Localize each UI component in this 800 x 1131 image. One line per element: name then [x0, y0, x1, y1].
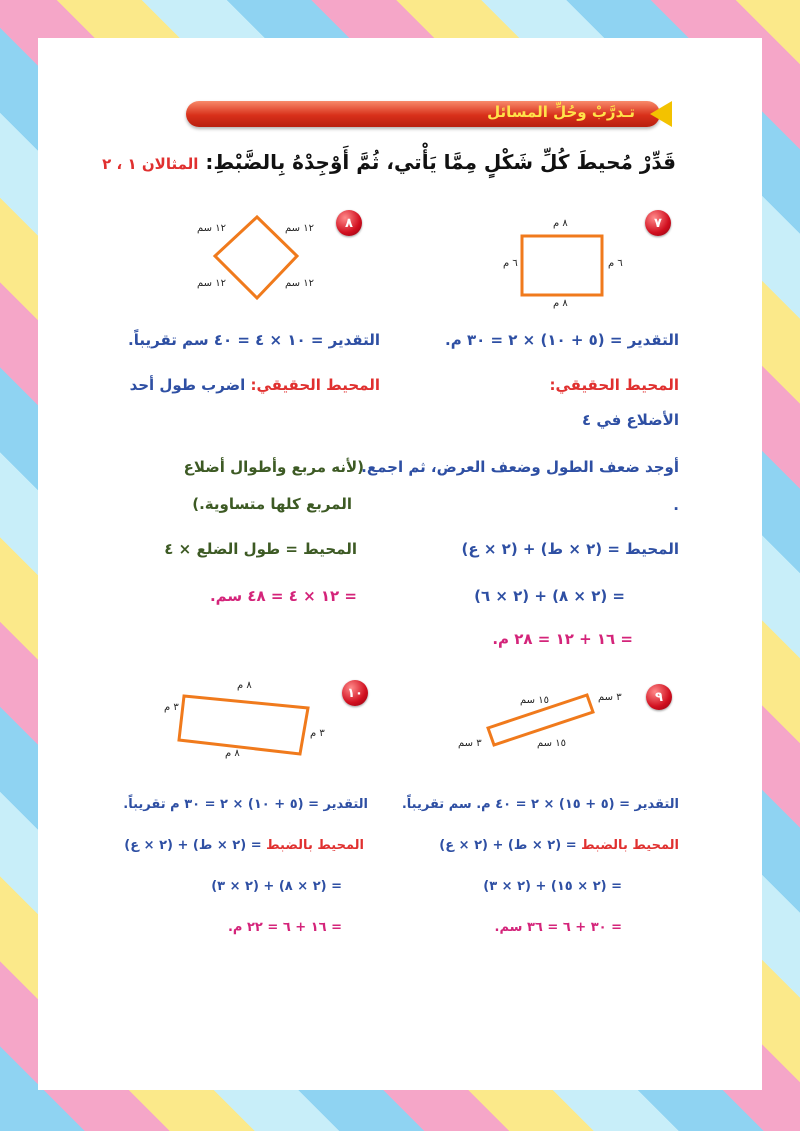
p7-dot: . [673, 496, 679, 514]
p9-label-bottom: ١٥ سم [537, 738, 566, 749]
p7-label-top: ٨ م [553, 218, 568, 229]
p8-line-1: المحيط = طول الضلع × ٤ [164, 540, 357, 558]
p10-line-3: = ١٦ + ٦ = ٢٢ م. [227, 920, 342, 935]
p8-label-br: ١٢ سم [285, 278, 314, 289]
problem-9-badge: ٩ [646, 684, 672, 710]
p8-actual-text: اضرب طول أحد [129, 376, 246, 394]
p8-reason-1: (لأنه مربع وأطوال أضلاع [183, 458, 364, 476]
p9-label-left: ٣ سم [458, 738, 482, 749]
problem-8-badge: ٨ [336, 210, 362, 236]
p8-estimate: التقدير = ١٠ × ٤ = ٤٠ سم تقريباً. [128, 331, 380, 349]
p9-label-right: ٣ سم [598, 692, 622, 703]
banner-title: تـدرَّبْ وحُلِّ المسائل [487, 103, 635, 121]
p9-line-2: = (٢ × ١٥) + (٢ × ٣) [483, 879, 622, 894]
p8-actual-label: المحيط الحقيقي: [250, 376, 380, 394]
problem-10-badge: ١٠ [342, 680, 368, 706]
p7-label-bottom: ٨ م [553, 298, 568, 309]
p10-label-right: ٣ م [310, 728, 325, 739]
problem-10-rectangle [170, 680, 320, 770]
p7-estimate: التقدير = (٥ + ١٠) × ٢ = ٣٠ م. [445, 331, 679, 349]
p10-line-2: = (٢ × ٨) + (٢ × ٣) [211, 879, 342, 894]
p9-estimate: التقدير = (٥ + ١٥) × ٢ = ٤٠ م. سم تقريباً. [401, 797, 679, 812]
p10-label-top: ٨ م [237, 680, 252, 691]
p7-actual-label: المحيط الحقيقي: [549, 376, 679, 394]
p7-method: أوجد ضعف الطول وضعف العرض، ثم اجمع. [361, 458, 679, 476]
p8-label-bl: ١٢ سم [197, 278, 226, 289]
p8-actual-text-2: الأضلاع في ٤ [581, 411, 679, 429]
p7-line-3: = ١٦ + ١٢ = ٢٨ م. [492, 630, 633, 648]
p9-exact-line [439, 838, 679, 853]
p8-actual-line [130, 376, 380, 394]
p7-label-right: ٦ م [608, 258, 623, 269]
page-sheet [38, 38, 762, 1090]
banner-arrow-icon [650, 101, 672, 127]
p7-label-left: ٦ م [503, 258, 518, 269]
p9-exact-label: المحيط بالضبط [581, 838, 679, 853]
p8-label-tl: ١٢ سم [197, 223, 226, 234]
p10-label-left: ٣ م [164, 702, 179, 713]
p8-reason-2: المربع كلها متساوية.) [192, 495, 352, 513]
instruction-ref: المثالان ١ ، ٢ [102, 155, 199, 173]
instruction-main: قَدِّرْ مُحيطَ كُلِّ شَكْلٍ مِمَّا يَأْتي، ثُمَّ أَوْجِدْهُ بِالضَّبْطِ: [205, 150, 676, 174]
p10-exact-label: المحيط بالضبط [266, 838, 364, 853]
p8-line-2: = ١٢ × ٤ = ٤٨ سم. [209, 587, 357, 605]
p10-label-bottom: ٨ م [225, 748, 240, 759]
problem-7-badge: ٧ [645, 210, 671, 236]
p9-label-top: ١٥ سم [520, 695, 549, 706]
p10-exact-line [124, 838, 364, 853]
p7-line-2: = (٢ × ٨) + (٢ × ٦) [474, 587, 625, 605]
p10-exact-rest: = (٢ × ط) + (٢ × ع) [124, 838, 262, 853]
p9-line-3: = ٣٠ + ٦ = ٣٦ سم. [494, 920, 622, 935]
p8-label-tr: ١٢ سم [285, 223, 314, 234]
instruction-text [102, 150, 676, 174]
p7-line-1: المحيط = (٢ × ط) + (٢ × ع) [461, 540, 679, 558]
p10-estimate: التقدير = (٥ + ١٠) × ٢ = ٣٠ م تقريباً. [123, 797, 368, 812]
p9-exact-rest: = (٢ × ط) + (٢ × ع) [439, 838, 577, 853]
